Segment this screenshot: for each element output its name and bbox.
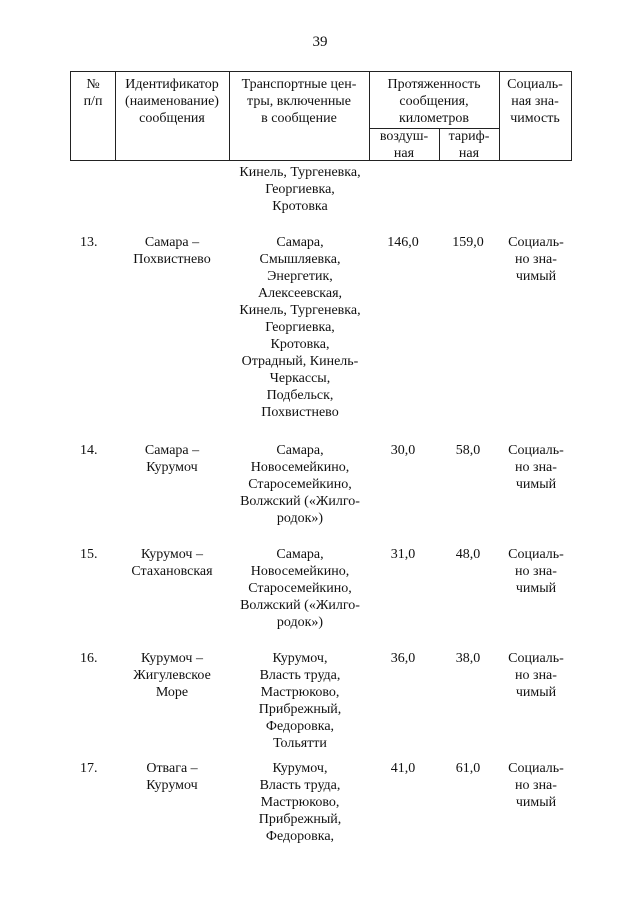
header-length: Протяженность сообщения, километров	[387, 77, 481, 126]
social-significance-cell: Социаль- но зна- чимый	[508, 235, 564, 284]
identifier-cell: Курумоч – Стахановская	[131, 547, 213, 579]
row-number-cell: 14.	[80, 443, 98, 458]
identifier-cell: Самара – Похвистнево	[133, 235, 211, 267]
row-number-cell: 17.	[80, 761, 98, 776]
air-distance-cell: 146,0	[387, 235, 419, 250]
page-number: 39	[312, 34, 328, 50]
transport-centers-cell: Курумоч, Власть труда, Мастрюково, Прибрежный, Федоровка,	[258, 761, 342, 844]
social-significance-cell: Социаль- но зна- чимый	[508, 547, 564, 596]
air-distance-cell: 41,0	[390, 761, 416, 776]
identifier-cell: Самара – Курумоч	[144, 443, 200, 475]
header-identifier: Идентификатор (наименование) сообщения	[125, 77, 219, 126]
transport-centers-cell: Кинель, Тургеневка, Георгиевка, Кротовка	[239, 165, 361, 214]
transport-centers-cell: Самара, Смышляевка, Энергетик, Алексеевская, Кинель, Тургеневка, Георгиевка, Кротовка, Отрадный, Кинель- Черкассы, Подбельск, Похвистнево	[239, 235, 361, 420]
row-number-cell: 13.	[80, 235, 98, 250]
air-distance-cell: 36,0	[390, 651, 416, 666]
air-distance-cell: 31,0	[390, 547, 416, 562]
row-number-cell: 16.	[80, 651, 98, 666]
tariff-distance-cell: 159,0	[452, 235, 484, 250]
social-significance-cell: Социаль- но зна- чимый	[508, 651, 564, 700]
header-transport-centers: Транспортные цен- тры, включенные в сообщение	[241, 77, 357, 126]
header-number: № п/п	[83, 77, 103, 109]
header-air-distance: воздуш- ная	[379, 129, 429, 161]
tariff-distance-cell: 61,0	[455, 761, 481, 776]
header-tariff-distance: тариф- ная	[448, 129, 490, 161]
transport-centers-cell: Курумоч, Власть труда, Мастрюково, Прибрежный, Федоровка, Тольятти	[258, 651, 342, 751]
social-significance-cell: Социаль- но зна- чимый	[508, 443, 564, 492]
row-number-cell: 15.	[80, 547, 98, 562]
social-significance-cell: Социаль- но зна- чимый	[508, 761, 564, 810]
transport-centers-cell: Самара, Новосемейкино, Старосемейкино, Волжский («Жилго- родок»)	[240, 443, 360, 526]
air-distance-cell: 30,0	[390, 443, 416, 458]
transport-centers-cell: Самара, Новосемейкино, Старосемейкино, Волжский («Жилго- родок»)	[240, 547, 360, 630]
identifier-cell: Курумоч – Жигулевское Море	[133, 651, 211, 700]
tariff-distance-cell: 48,0	[455, 547, 481, 562]
tariff-distance-cell: 38,0	[455, 651, 481, 666]
header-social-significance: Социаль- ная зна- чимость	[507, 77, 563, 126]
tariff-distance-cell: 58,0	[455, 443, 481, 458]
table-header	[70, 71, 572, 161]
identifier-cell: Отвага – Курумоч	[146, 761, 198, 793]
